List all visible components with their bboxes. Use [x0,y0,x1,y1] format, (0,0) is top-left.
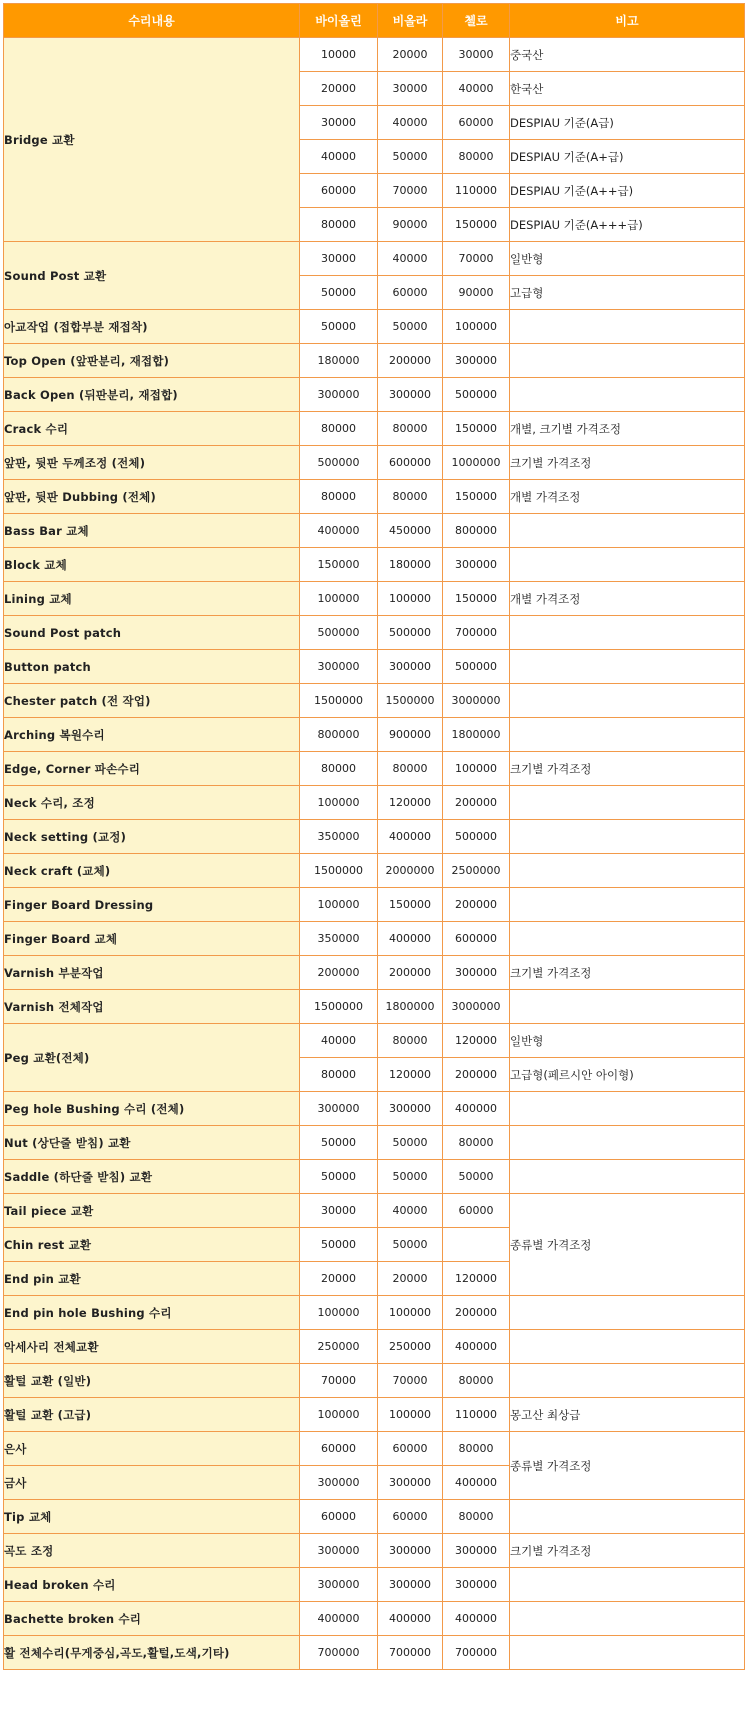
violin-price-cell: 250000 [300,1330,378,1364]
table-row [4,1602,745,1636]
table-row [4,412,745,446]
violin-price-cell: 50000 [300,310,378,344]
cello-price-cell: 110000 [443,1398,510,1432]
repair-item-cell: Head broken 수리 [4,1568,300,1602]
viola-price-cell: 450000 [378,514,443,548]
violin-price-cell: 700000 [300,1636,378,1670]
viola-price-cell: 20000 [378,1262,443,1296]
cello-price-cell: 2500000 [443,854,510,888]
table-row [4,1024,745,1058]
table-row [4,616,745,650]
table-row [4,786,745,820]
violin-price-cell: 50000 [300,1228,378,1262]
viola-price-cell: 700000 [378,1636,443,1670]
violin-price-cell: 350000 [300,820,378,854]
cello-price-cell: 150000 [443,480,510,514]
viola-price-cell: 70000 [378,1364,443,1398]
table-row [4,548,745,582]
cello-price-cell: 70000 [443,242,510,276]
table-body [4,38,745,1670]
header-viola: 비올라 [378,4,443,38]
violin-price-cell: 30000 [300,106,378,140]
viola-price-cell: 40000 [378,242,443,276]
viola-price-cell: 300000 [378,1466,443,1500]
viola-price-cell: 50000 [378,1160,443,1194]
cello-price-cell: 150000 [443,208,510,242]
note-cell: 개별 가격조정 [510,582,745,616]
viola-price-cell: 120000 [378,786,443,820]
note-cell [510,548,745,582]
violin-price-cell: 350000 [300,922,378,956]
note-cell [510,888,745,922]
note-cell: DESPIAU 기준(A++급) [510,174,745,208]
viola-price-cell: 1500000 [378,684,443,718]
viola-price-cell: 50000 [378,1126,443,1160]
violin-price-cell: 100000 [300,1296,378,1330]
repair-item-cell: Sound Post 교환 [4,242,300,310]
violin-price-cell: 50000 [300,1126,378,1160]
viola-price-cell: 300000 [378,1568,443,1602]
table-row [4,446,745,480]
table-row [4,1432,745,1466]
table-row [4,752,745,786]
viola-price-cell: 50000 [378,310,443,344]
repair-item-cell: 악세사리 전체교환 [4,1330,300,1364]
violin-price-cell: 300000 [300,1568,378,1602]
note-cell: 몽고산 최상급 [510,1398,745,1432]
repair-item-cell: Chin rest 교환 [4,1228,300,1262]
repair-item-cell: Finger Board 교체 [4,922,300,956]
violin-price-cell: 20000 [300,72,378,106]
table-row [4,956,745,990]
table-row [4,480,745,514]
viola-price-cell: 80000 [378,1024,443,1058]
violin-price-cell: 150000 [300,548,378,582]
note-cell [510,378,745,412]
violin-price-cell: 30000 [300,242,378,276]
table-row [4,1568,745,1602]
header-row [4,4,745,38]
violin-price-cell: 1500000 [300,854,378,888]
cello-price-cell: 800000 [443,514,510,548]
repair-item-cell: Block 교체 [4,548,300,582]
violin-price-cell: 60000 [300,1500,378,1534]
repair-item-cell: End pin hole Bushing 수리 [4,1296,300,1330]
note-cell: 고급형(페르시안 아이형) [510,1058,745,1092]
cello-price-cell: 300000 [443,548,510,582]
viola-price-cell: 1800000 [378,990,443,1024]
repair-item-cell: Arching 복원수리 [4,718,300,752]
note-cell: DESPIAU 기준(A+급) [510,140,745,174]
cello-price-cell: 80000 [443,1500,510,1534]
violin-price-cell: 40000 [300,1024,378,1058]
table-row [4,310,745,344]
viola-price-cell: 40000 [378,1194,443,1228]
violin-price-cell: 80000 [300,208,378,242]
violin-price-cell: 300000 [300,378,378,412]
viola-price-cell: 200000 [378,956,443,990]
note-cell [510,1500,745,1534]
violin-price-cell: 70000 [300,1364,378,1398]
viola-price-cell: 400000 [378,922,443,956]
cello-price-cell: 80000 [443,1432,510,1466]
violin-price-cell: 100000 [300,582,378,616]
table-row [4,990,745,1024]
repair-item-cell: 은사 [4,1432,300,1466]
note-cell [510,310,745,344]
viola-price-cell: 100000 [378,1296,443,1330]
cello-price-cell: 120000 [443,1024,510,1058]
note-cell [510,684,745,718]
repair-price-table [3,3,745,1670]
repair-item-cell: Saddle (하단줄 받침) 교환 [4,1160,300,1194]
table-row [4,582,745,616]
table-row [4,378,745,412]
violin-price-cell: 1500000 [300,990,378,1024]
note-cell: 개별, 크기별 가격조정 [510,412,745,446]
violin-price-cell: 80000 [300,752,378,786]
viola-price-cell: 100000 [378,582,443,616]
note-cell: 일반형 [510,242,745,276]
table-row [4,1126,745,1160]
note-cell [510,650,745,684]
viola-price-cell: 20000 [378,38,443,72]
repair-item-cell: Top Open (앞판분리, 재접합) [4,344,300,378]
note-cell: 일반형 [510,1024,745,1058]
viola-price-cell: 300000 [378,378,443,412]
cello-price-cell: 1800000 [443,718,510,752]
viola-price-cell: 100000 [378,1398,443,1432]
viola-price-cell: 180000 [378,548,443,582]
violin-price-cell: 500000 [300,446,378,480]
note-cell [510,1126,745,1160]
violin-price-cell: 40000 [300,140,378,174]
note-cell: 크기별 가격조정 [510,1534,745,1568]
repair-item-cell: End pin 교환 [4,1262,300,1296]
repair-item-cell: Finger Board Dressing [4,888,300,922]
cello-price-cell: 700000 [443,1636,510,1670]
violin-price-cell: 80000 [300,1058,378,1092]
repair-item-cell: Button patch [4,650,300,684]
repair-item-cell: Neck craft (교체) [4,854,300,888]
table-row [4,1330,745,1364]
note-cell: 중국산 [510,38,745,72]
note-cell: 한국산 [510,72,745,106]
repair-item-cell: Peg 교환(전체) [4,1024,300,1092]
header-cello: 첼로 [443,4,510,38]
note-cell: 고급형 [510,276,745,310]
cello-price-cell: 700000 [443,616,510,650]
viola-price-cell: 60000 [378,1500,443,1534]
cello-price-cell: 150000 [443,412,510,446]
table-row [4,242,745,276]
cello-price-cell: 200000 [443,1296,510,1330]
note-cell: 크기별 가격조정 [510,446,745,480]
repair-item-cell: Lining 교체 [4,582,300,616]
note-cell [510,1636,745,1670]
table-row [4,684,745,718]
viola-price-cell: 200000 [378,344,443,378]
violin-price-cell: 100000 [300,888,378,922]
repair-item-cell: 아교작업 (접합부분 재접착) [4,310,300,344]
cello-price-cell: 110000 [443,174,510,208]
viola-price-cell: 50000 [378,1228,443,1262]
violin-price-cell: 100000 [300,1398,378,1432]
note-cell [510,344,745,378]
note-cell [510,786,745,820]
viola-price-cell: 40000 [378,106,443,140]
violin-price-cell: 100000 [300,786,378,820]
note-cell [510,1568,745,1602]
cello-price-cell: 60000 [443,1194,510,1228]
note-cell [510,1330,745,1364]
cello-price-cell: 600000 [443,922,510,956]
table-row [4,1296,745,1330]
cello-price-cell: 80000 [443,1126,510,1160]
viola-price-cell: 60000 [378,276,443,310]
note-cell [510,1160,745,1194]
viola-price-cell: 2000000 [378,854,443,888]
repair-item-cell: 활털 교환 (일반) [4,1364,300,1398]
cello-price-cell: 60000 [443,106,510,140]
repair-item-cell: Sound Post patch [4,616,300,650]
note-cell [510,514,745,548]
cello-price-cell: 50000 [443,1160,510,1194]
table-row [4,1500,745,1534]
cello-price-cell: 3000000 [443,684,510,718]
repair-item-cell: Bass Bar 교체 [4,514,300,548]
viola-price-cell: 400000 [378,1602,443,1636]
table-row [4,650,745,684]
table-row [4,344,745,378]
violin-price-cell: 180000 [300,344,378,378]
cello-price-cell: 1000000 [443,446,510,480]
cello-price-cell: 120000 [443,1262,510,1296]
cello-price-cell: 300000 [443,1534,510,1568]
violin-price-cell: 400000 [300,1602,378,1636]
violin-price-cell: 80000 [300,480,378,514]
note-cell [510,990,745,1024]
cello-price-cell: 150000 [443,582,510,616]
cello-price-cell: 200000 [443,1058,510,1092]
table-row [4,1636,745,1670]
repair-item-cell: Tip 교체 [4,1500,300,1534]
cello-price-cell: 80000 [443,140,510,174]
violin-price-cell: 10000 [300,38,378,72]
violin-price-cell: 400000 [300,514,378,548]
cello-price-cell: 100000 [443,310,510,344]
cello-price-cell: 80000 [443,1364,510,1398]
repair-item-cell: 활 전체수리(무게중심,곡도,활털,도색,기타) [4,1636,300,1670]
repair-item-cell: Varnish 부분작업 [4,956,300,990]
cello-price-cell: 300000 [443,1568,510,1602]
violin-price-cell: 80000 [300,412,378,446]
repair-item-cell: Nut (상단줄 받침) 교환 [4,1126,300,1160]
repair-item-cell: Bridge 교환 [4,38,300,242]
viola-price-cell: 80000 [378,752,443,786]
table-row [4,1194,745,1228]
table-row [4,1398,745,1432]
viola-price-cell: 300000 [378,1092,443,1126]
repair-item-cell: Edge, Corner 파손수리 [4,752,300,786]
repair-item-cell: 앞판, 뒷판 Dubbing (전체) [4,480,300,514]
note-cell: DESPIAU 기준(A급) [510,106,745,140]
note-cell [510,854,745,888]
viola-price-cell: 50000 [378,140,443,174]
viola-price-cell: 600000 [378,446,443,480]
violin-price-cell: 800000 [300,718,378,752]
viola-price-cell: 80000 [378,412,443,446]
violin-price-cell: 500000 [300,616,378,650]
violin-price-cell: 200000 [300,956,378,990]
cello-price-cell: 400000 [443,1466,510,1500]
table-row [4,1364,745,1398]
violin-price-cell: 20000 [300,1262,378,1296]
cello-price-cell: 500000 [443,820,510,854]
violin-price-cell: 60000 [300,174,378,208]
table-row [4,38,745,72]
viola-price-cell: 30000 [378,72,443,106]
viola-price-cell: 80000 [378,480,443,514]
viola-price-cell: 300000 [378,1534,443,1568]
viola-price-cell: 500000 [378,616,443,650]
violin-price-cell: 300000 [300,1092,378,1126]
table-row [4,514,745,548]
note-cell [510,1364,745,1398]
cello-price-cell [443,1228,510,1262]
note-cell: 크기별 가격조정 [510,956,745,990]
cello-price-cell: 400000 [443,1330,510,1364]
table-row [4,718,745,752]
note-cell: DESPIAU 기준(A+++급) [510,208,745,242]
table-row [4,888,745,922]
repair-item-cell: Chester patch (전 작업) [4,684,300,718]
violin-price-cell: 1500000 [300,684,378,718]
repair-item-cell: Neck 수리, 조정 [4,786,300,820]
violin-price-cell: 50000 [300,276,378,310]
table-row [4,922,745,956]
repair-item-cell: Neck setting (교정) [4,820,300,854]
note-cell: 크기별 가격조정 [510,752,745,786]
viola-price-cell: 250000 [378,1330,443,1364]
repair-item-cell: Bachette broken 수리 [4,1602,300,1636]
note-cell [510,922,745,956]
header-note: 비고 [510,4,745,38]
cello-price-cell: 400000 [443,1092,510,1126]
repair-item-cell: Tail piece 교환 [4,1194,300,1228]
note-cell [510,820,745,854]
violin-price-cell: 60000 [300,1432,378,1466]
note-cell [510,1296,745,1330]
repair-item-cell: 금사 [4,1466,300,1500]
table-row [4,1534,745,1568]
repair-item-cell: Crack 수리 [4,412,300,446]
repair-item-cell: Peg hole Bushing 수리 (전체) [4,1092,300,1126]
repair-item-cell: 곡도 조정 [4,1534,300,1568]
cello-price-cell: 500000 [443,378,510,412]
cello-price-cell: 90000 [443,276,510,310]
header-violin: 바이올린 [300,4,378,38]
header-item: 수리내용 [4,4,300,38]
viola-price-cell: 120000 [378,1058,443,1092]
violin-price-cell: 30000 [300,1194,378,1228]
cello-price-cell: 30000 [443,38,510,72]
note-cell [510,1602,745,1636]
cello-price-cell: 300000 [443,956,510,990]
repair-item-cell: Varnish 전체작업 [4,990,300,1024]
cello-price-cell: 40000 [443,72,510,106]
table-row [4,820,745,854]
cello-price-cell: 200000 [443,786,510,820]
cello-price-cell: 500000 [443,650,510,684]
note-cell: 개별 가격조정 [510,480,745,514]
violin-price-cell: 300000 [300,1466,378,1500]
repair-item-cell: 활털 교환 (고급) [4,1398,300,1432]
viola-price-cell: 900000 [378,718,443,752]
violin-price-cell: 300000 [300,1534,378,1568]
note-cell [510,616,745,650]
note-cell: 종류별 가격조정 [510,1432,745,1500]
cello-price-cell: 3000000 [443,990,510,1024]
viola-price-cell: 150000 [378,888,443,922]
table-row [4,1092,745,1126]
cello-price-cell: 100000 [443,752,510,786]
table-row [4,854,745,888]
note-cell [510,718,745,752]
violin-price-cell: 50000 [300,1160,378,1194]
cello-price-cell: 200000 [443,888,510,922]
viola-price-cell: 90000 [378,208,443,242]
cello-price-cell: 300000 [443,344,510,378]
repair-item-cell: 앞판, 뒷판 두께조정 (전체) [4,446,300,480]
note-cell: 종류별 가격조정 [510,1194,745,1296]
table-row [4,1160,745,1194]
viola-price-cell: 70000 [378,174,443,208]
viola-price-cell: 400000 [378,820,443,854]
repair-item-cell: Back Open (뒤판분리, 재접합) [4,378,300,412]
note-cell [510,1092,745,1126]
cello-price-cell: 400000 [443,1602,510,1636]
violin-price-cell: 300000 [300,650,378,684]
viola-price-cell: 60000 [378,1432,443,1466]
viola-price-cell: 300000 [378,650,443,684]
